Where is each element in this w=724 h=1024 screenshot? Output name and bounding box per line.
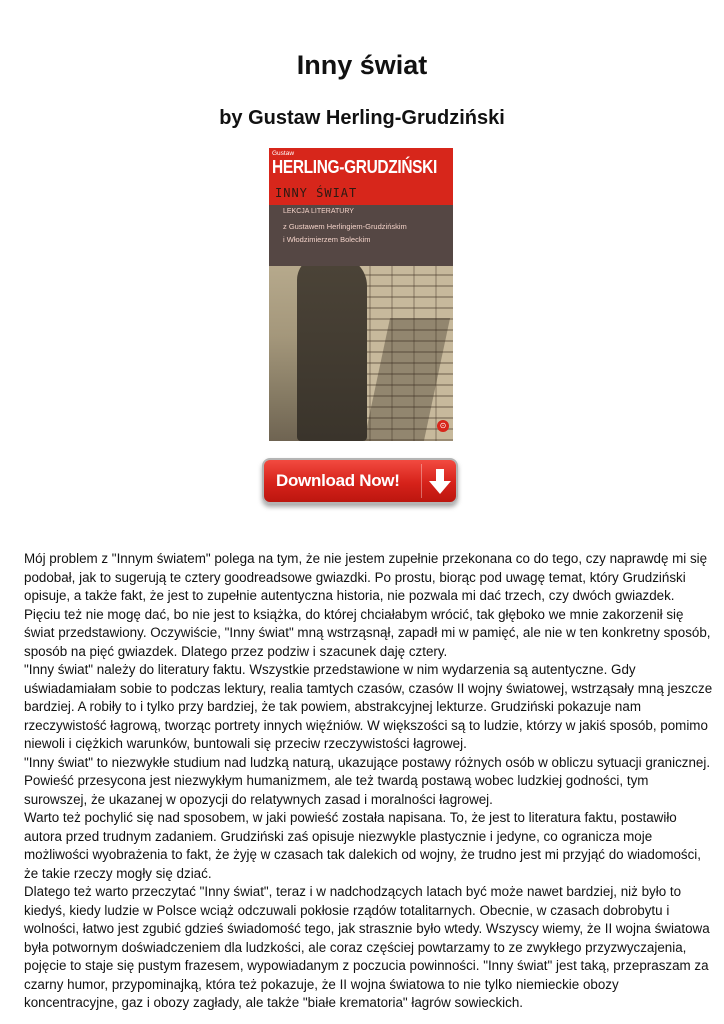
cover-subtitle-line2: z Gustawem Herlingiem-Grudzińskim xyxy=(283,222,407,231)
download-button-divider xyxy=(421,464,422,498)
publisher-logo-icon: ⊙ xyxy=(437,420,449,432)
author-line: by Gustaw Herling-Grudziński xyxy=(219,107,505,129)
cover-figure xyxy=(297,256,367,441)
cover-author-first-name: Gustaw xyxy=(272,150,295,157)
book-cover-image xyxy=(269,148,453,441)
paragraph: "Inny świat" należy do literatury faktu. Wszystkie przedstawione w nim wydarzenia są autentyczne. Gdy uświadamiałam sobie to podczas lektury, realia tamtych czasów, czasów II wojny światowej, wstrząsały mną jeszcze bardziej. A robiły to i tylko przy bardziej, że tak powiem, abstrakcyjnej lekturze. Grudziński pokazuje nam rzeczywistość łagrową, tworząc portrety innych więźniów. W większości są to ludzie, którzy w jakiś sposób, pomimo niewoli i ciężkich warunków, buntowali się przeciw rzeczywistości łagrowej. xyxy=(24,662,713,751)
cover-subtitle-line1: LEKCJA LITERATURY xyxy=(283,208,354,215)
download-button-label: Download Now! xyxy=(276,471,400,490)
down-arrow-icon xyxy=(427,466,453,498)
review-text xyxy=(24,550,714,1010)
cover-author: HERLING-GRUDZIŃSKI xyxy=(272,157,437,177)
cover-subtitle-line3: i Włodzimierzem Boleckim xyxy=(283,235,371,244)
paragraph: Mój problem z "Innym światem" polega na tym, że nie jestem zupełnie przekonana co do tego, czy naprawdę mi się podobał, jak to sugerują te cztery goodreadsowe gwiazdki. Po prostu, biorąc pod uwagę temat, który Grudziński opisuje, a także fakt, że jest to zupełnie autentyczna historia, nie pozwala mi dać trzech, czy dwóch gwiazdek. Pięciu też nie mogę dać, bo nie jest to książka, do której chciałabym wrócić, tak głęboko we mnie zakorzenił się świat przedstawiony. Oczywiście, "Inny świat" mną wstrząsnął, zapadł mi w pamięć, ale nie w ten konkretny sposób, sposób na pięć gwiazdek. Dlatego przez podziw i szacunek daję cztery. xyxy=(24,551,711,659)
paragraph: Warto też pochylić się nad sposobem, w jaki powieść została napisana. To, że jest to literatura faktu, postawiło autora przed trudnym zadaniem. Grudziński zaś opisuje niezwykle plastycznie i jedyne, co ogranicza moje możliwości wyobrażenia to fakt, że żyję w czasach tak dalekich od wojny, że trudno jest mi przyjąć do wiadomości, że takie rzeczy mogły się dziać. xyxy=(24,810,702,881)
document-title: Inny świat xyxy=(296,50,428,80)
paragraph: "Inny świat" to niezwykłe studium nad ludzką naturą, ukazujące postawy różnych osób w obliczu sytuacji granicznej. Powieść przesycona jest niezwykłym humanizmem, ale też twardą postawą wobec ludzkiej godności, tym surowszej, że ukazanej w opozycji do relatywnych zasad i moralności łagrowej. xyxy=(24,754,711,807)
download-now-button[interactable] xyxy=(262,458,458,504)
paragraph: Dlatego też warto przeczytać "Inny świat", teraz i w nadchodzących latach być może nawet bardziej, niż było to kiedyś, kiedy ludzie w Polsce wciąż odczuwali pokłosie rządów totalitarnych. Obecnie, w czasach dobrobytu i wolności, łatwo jest zgubić gdzieś świadomość tego, jak strasznie było wtedy. Wszyscy wiemy, że II wojna światowa była potwornym doświadczeniem dla ludzkości, ale coraz częściej powtarzamy to ze zwykłego przyzwyczajenia, pojęcie to staje się pustym frazesem, wypowiadanym z poczucia powinności. "Inny świat" jest taką, przepraszam za czarny humor, przypominajką, która też pokazuje, że II wojna światowa to nie tylko niemieckie obozy koncentracyjne, gaz i obozy zagłady, ale także "białe krematoria" łagrów sowieckich. xyxy=(24,884,710,1010)
cover-title: INNY ŚWIAT xyxy=(275,186,358,200)
